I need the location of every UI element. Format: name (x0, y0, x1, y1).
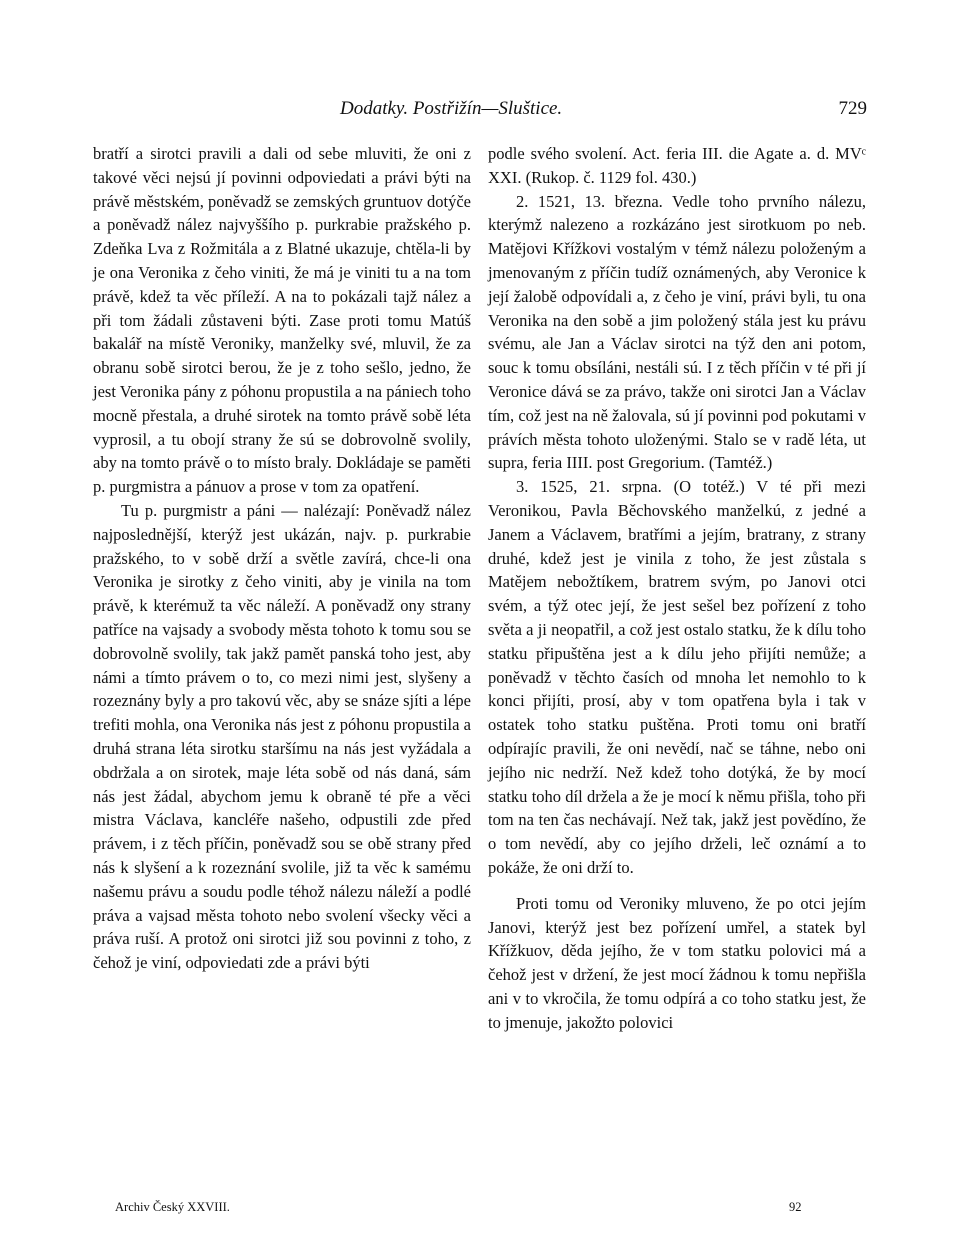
paragraph: podle svého svolení. Act. feria III. die Agate a. d. MVᶜ XXI. (Rukop. č. 1129 fol. 430.) (488, 144, 866, 187)
page-number: 729 (838, 98, 867, 119)
running-title: Dodatky. Postřižín—Sluštice. (340, 98, 563, 119)
right-column (488, 142, 866, 1034)
paragraph: bratří a sirotci pravili a dali od sebe mluviti, že oni z takové věci nejsú jí povinni odpoviedati a právi býti na právě městském, poněvadž se zemských gruntuov dotýče a poněvadž nález najvyššího p. purkrabie pražského p. Zdeňka Lva z Rožmitála a z Blatné ukazuje, chtěla-li by je ona Veronika z čeho viniti, že má je viniti tu a na tom právě, kdež ta věc příleží. A na to pokázali tajž nález a při tom žádali zůstaveni býti. Zase proti tomu Matúš bakalář na místě Veroniky, manželky své, mluvil, že za obranu sobě sirotci berou, že je z toho sešlo, jedno, že jest Veronika pány z póhonu propustila a na pániech toho mocně přestala, a druhé sirotek na tomto právě sobě léta vyprosil, a tu obojí strany že sú se dobrovolně svolily, aby na tomto právě o to místo braly. Dokládaje se paměti p. purgmistra a pánuov a prose v tom za opatření. (93, 144, 472, 497)
sheet-number: 92 (789, 1200, 802, 1214)
paragraph: 2. 1521, 13. března. Vedle toho prvního nálezu, kterýmž nalezeno a rozkázáno jest sirotkuom po neb. Matějovi Křížkovi vostalým v témž nálezu položeným a jmenovaným z příčin tudíž oznámených, aby Veronice k její žalobě odpovídali a, z čeho je viní, právi byli, tu ona Veronika na den sobě a jim položený stála jest ku právu svému, ale Jan a Václav sirotci na týž den ani potom, souc k tomu obsíláni, nestáli sú. I z těch příčin v té při jí Veronice dává se za právo, takže oni sirotci Jan a Václav tím, což jest na ně žalovala, sú jí povinni pod pokutami v právích města tohoto uloženými. Stalo se v radě léta, ut supra, feria IIII. post Gregorium. (Tamtéž.) (488, 191, 866, 473)
paragraph: Proti tomu od Veroniky mluveno, že po otci jejím Janovi, kterýž jest bez pořízení umřel, a statek byl Křížkuov, děda jejího, že v tom statku polovici má a čehož jest v držení, že jest mocí žádnou k tomu nepřišla ani v to vkročila, že tomu odpírá a co toho statku jest, že to jmenuje, jakožto polovici (488, 893, 866, 1032)
paragraph: 3. 1525, 21. srpna. (O totéž.) V té při mezi Veronikou, Pavla Běchovského manželkú, z jedné a Janem a Václavem, bratřími a jejím, bratrany, z strany druhé, kdež jest je vinila z toho, že jest zůstala s Matějem nebožtíkem, bratrem svým, po Janovi otci svém, a týž otec její, že jest sešel bez pořízení z toho světa a ji neopatřil, a což jest ostalo statku, že k dílu toho statku připuštěna jest a k dílu jeho přijíti nemůže; a poněvadž v těchto časích od mnoha let nemohlo to k konci přijíti, prosí, aby v tom opatřena byla i tak v ostatek toho statku puštěna. Proti tomu oni bratří odpírajíc pravili, že oni nevědí, nač se táhne, nebo oni jejího nic nedrží. Než kdež toho dotýká, že by mocí statku toho díl držela a že je mocí k němu přišla, toho při tom na ten čas nechávají. Než tak, jakž jest povědíno, že o tom nevědí, aby co jejího drželi, leč oznámí a to pokáže, že oni drží to. (488, 477, 866, 877)
paragraph: Tu p. purgmistr a páni — nalézají: Poněvadž nález najposlednější, kterýž jest ukázán, najv. p. purkrabie pražského, to v sobě drží a světle zavírá, chce-li ona Veronika je sirotky z čeho viniti, aby je vinila na tom právě, k kterémuž ta věc náleží. A poněvadž ony strany patříce na vajsady a svobody města tohoto k tomu sou se dobrovolně svolily, tak jakž pamět panská toho jest, aby námi a tímto právem o to, co mezi nimi jest, slyšeny a rozeznány byly a pro takovú věc, aby se snáze sjíti a lépe trefiti mohla, ona Veronika nás jest z póhonu propustila a druhá strana léta sirotku staršímu na nás jest vyžádala a obdržala a on sirotek, maje léta sobě od nás daná, sám nás jest žádal, abychom jemu k obraně té pře a věci mistra Václava, kancléře našeho, odpustili zde před právem, i z těch příčin, poněvadž sou se obě strany před nás k slyšení a k rozeznání svolile, již ta věc k samému našemu právu a soudu podle téhož nálezu náleží a podlé práva a vajsad města tohoto nebo svolení všecky věci a práva ruší. A protož oni sirotci již sou povinni z toho, z čehož je viní, odpoviedati zde a právi býti (93, 500, 471, 973)
signature-mark: Archiv Český XXVIII. (115, 1200, 230, 1214)
left-column (93, 142, 471, 975)
page-footer (93, 1200, 867, 1220)
page-header (93, 98, 867, 124)
